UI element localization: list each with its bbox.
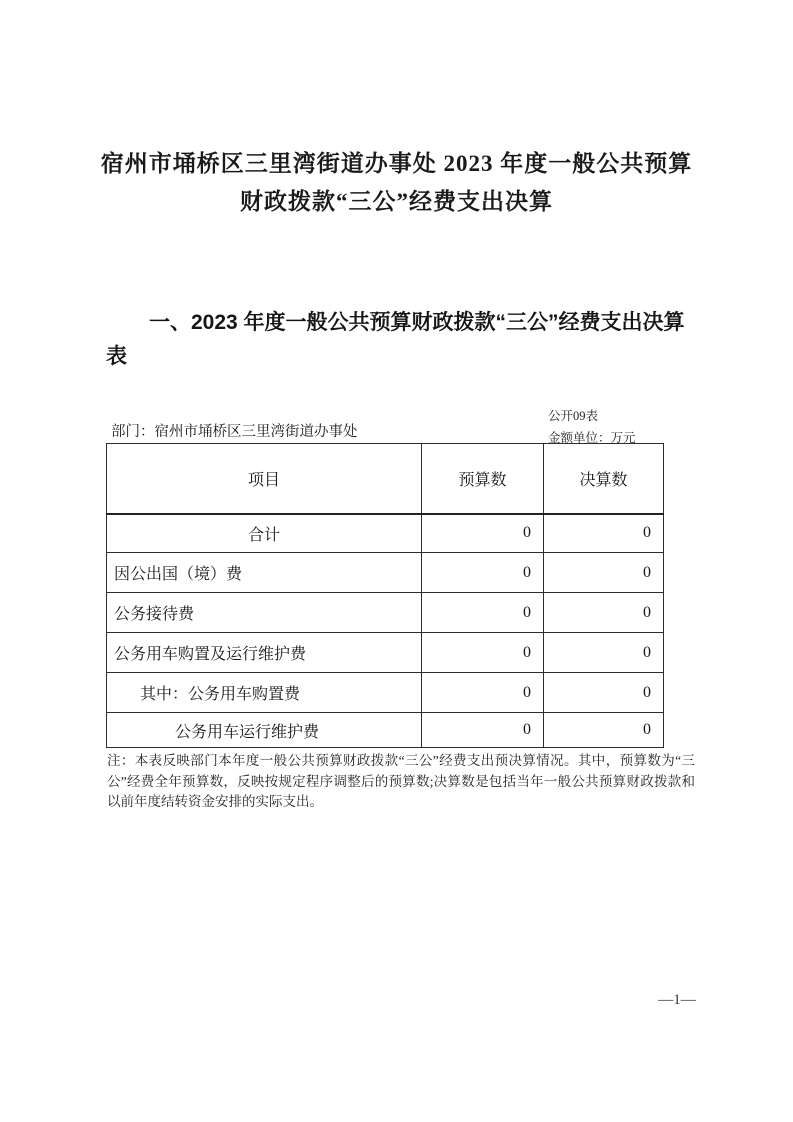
row-budget-value-cell: 0	[422, 514, 544, 553]
row-final-value-cell: 0	[544, 633, 664, 673]
column-header-item: 项目	[107, 444, 422, 514]
row-budget-value-cell: 0	[422, 633, 544, 673]
table-row	[107, 514, 664, 553]
budget-table	[106, 443, 664, 748]
row-budget-value-cell: 0	[422, 673, 544, 713]
row-item-cell: 合计	[107, 514, 422, 553]
department-label: 部门：宿州市埇桥区三里湾街道办事处	[111, 424, 358, 440]
row-final-value-cell: 0	[544, 673, 664, 713]
row-budget-value-cell: 0	[422, 713, 544, 748]
section-heading	[106, 306, 726, 374]
document-title-line-1: 宿州市埇桥区三里湾街道办事处 2023 年度一般公共预算	[100, 151, 693, 176]
table-note: 注：本表反映部门本年度一般公共预算财政拨款“三公”经费支出预决算情况。其中，预算数为“三公”经费全年预算数，反映按规定程序调整后的预算数;决算数是包括当年一般公共预算财政拨款和以前年度结转资金安排的实际支出。	[107, 753, 695, 809]
table-body	[107, 514, 664, 748]
row-final-value-cell: 0	[544, 593, 664, 633]
column-header-final: 决算数	[544, 444, 664, 514]
row-item-cell: 公务用车购置及运行维护费	[107, 633, 422, 673]
row-final-value-cell: 0	[544, 713, 664, 748]
page-number: —1—	[658, 992, 696, 1008]
column-header-budget: 预算数	[422, 444, 544, 514]
row-final-value-cell: 0	[544, 553, 664, 593]
document-title-line-2: 财政拨款“三公”经费支出决算	[240, 189, 553, 214]
row-final-value-cell: 0	[544, 514, 664, 553]
row-item-cell: 其中：公务用车购置费	[107, 673, 422, 713]
row-item-cell: 公务接待费	[107, 593, 422, 633]
table-row	[107, 713, 664, 748]
row-item-cell: 因公出国（境）费	[107, 553, 422, 593]
row-budget-value-cell: 0	[422, 593, 544, 633]
table-row	[107, 553, 664, 593]
amount-unit-label: 金额单位：万元	[548, 431, 636, 445]
row-item-cell: 公务用车运行维护费	[107, 713, 422, 748]
section-heading-line-2: 表	[106, 345, 127, 368]
table-row	[107, 593, 664, 633]
table-row	[107, 633, 664, 673]
table-row	[107, 673, 664, 713]
table-header-row	[107, 444, 664, 514]
form-number-label: 公开09表	[548, 409, 599, 423]
row-budget-value-cell: 0	[422, 553, 544, 593]
document-title	[0, 145, 793, 221]
section-heading-line-1: 一、2023 年度一般公共预算财政拨款“三公”经费支出决算	[149, 311, 685, 334]
